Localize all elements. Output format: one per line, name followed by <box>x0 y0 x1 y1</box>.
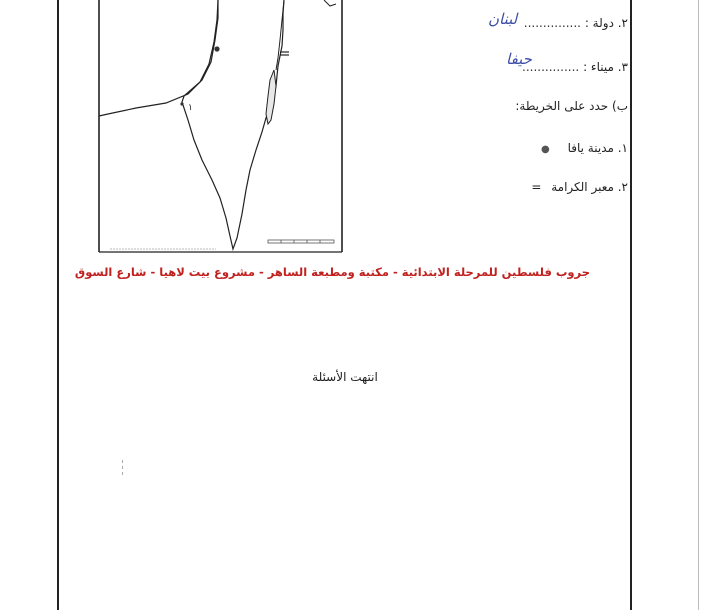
page-border-left <box>57 0 59 610</box>
haifa-marker <box>214 46 219 51</box>
footer-credit: جروب فلسطين للمرحلة الابتدائية - مكتبة ومطبعة الساهر - مشروع بيت لاهيا - شارع السوق <box>74 265 590 279</box>
scan-marks <box>122 460 126 476</box>
answer-3-handwritten: حيفا <box>506 50 532 68</box>
item-b1 <box>541 141 628 155</box>
question-3-label: ٣. ميناء : <box>583 60 628 74</box>
item-b1-label: ١. مدينة يافا <box>567 141 628 155</box>
jaffa-marker-label: ١ <box>188 103 193 113</box>
question-2 <box>524 16 628 30</box>
item-b1-dot-icon: ● <box>541 144 550 155</box>
answer-2-handwritten: لبنان <box>488 10 518 28</box>
question-3 <box>522 60 628 74</box>
jaffa-marker <box>180 102 183 105</box>
section-b-title: ب) حدد على الخريطة: <box>515 99 628 113</box>
page-edge-line <box>698 0 699 610</box>
question-2-dots: ............... <box>523 16 581 30</box>
dead-sea <box>266 70 276 124</box>
palestine-map <box>96 0 344 256</box>
item-b2-crossing-icon: = <box>531 180 542 194</box>
end-of-questions: انتهت الأسئلة <box>312 370 378 384</box>
item-b2 <box>531 180 628 194</box>
page-border-right <box>630 0 632 610</box>
mediterranean-coastline <box>99 0 218 116</box>
question-3-dots: ............... <box>522 60 580 74</box>
country-outline <box>182 0 284 249</box>
item-b2-label: ٢. معبر الكرامة <box>551 180 628 194</box>
question-2-label: ٢. دولة : <box>584 16 628 30</box>
